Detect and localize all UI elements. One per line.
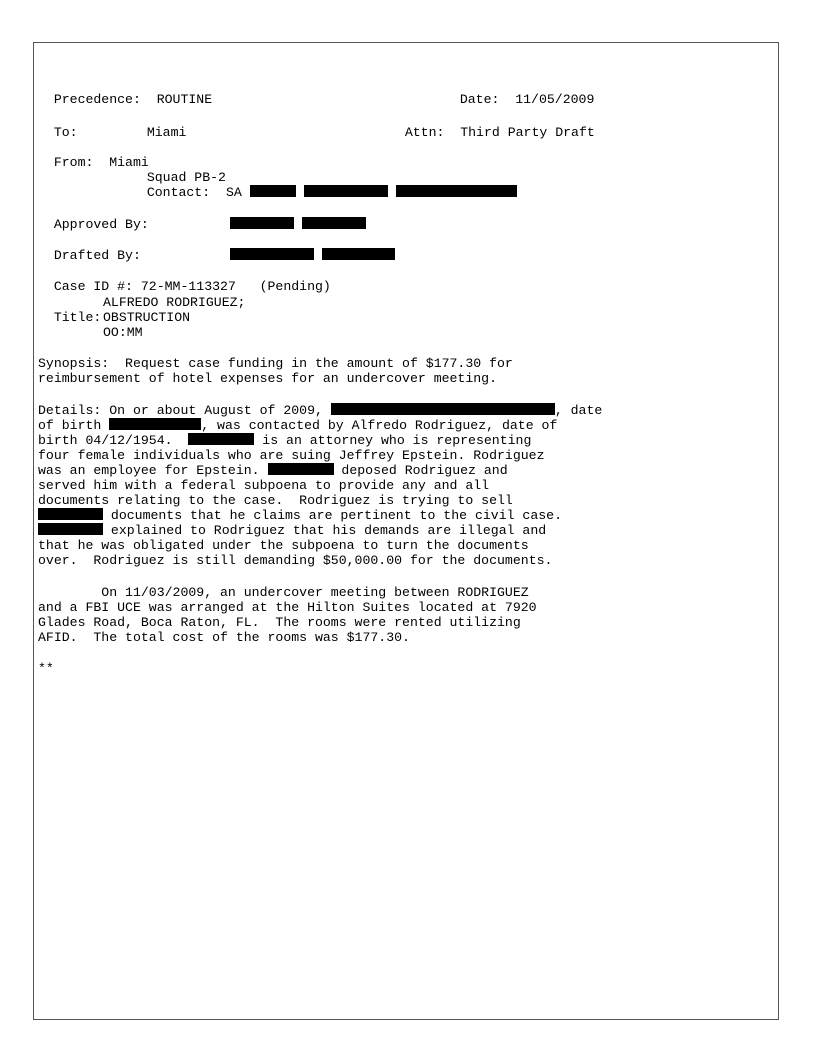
drafted-line — [38, 233, 141, 263]
title-line-3: OO:MM — [103, 325, 143, 340]
drafted-label: Drafted By: — [53, 248, 141, 263]
details-line-10: that he was obligated under the subpoena to turn the documents — [38, 538, 529, 553]
drafted-redactions — [214, 233, 395, 263]
title-line-1: ALFREDO RODRIGUEZ; — [103, 295, 246, 310]
case-label: Case ID #: — [53, 279, 133, 294]
attn-label: Attn: — [404, 125, 445, 140]
contact-line — [131, 170, 517, 200]
date-value: 11/05/2009 — [515, 92, 595, 107]
contact-prefix: SA — [225, 185, 242, 200]
details-line-6: served him with a federal subpoena to provide any and all — [38, 478, 490, 493]
redaction-box — [250, 185, 296, 197]
redaction-box — [396, 185, 517, 197]
synopsis-line-1: Synopsis: Request case funding in the amount of $177.30 for — [38, 356, 513, 371]
title-label: Title: — [53, 310, 102, 325]
redaction-box — [188, 433, 254, 445]
squad: Squad PB-2 — [146, 170, 226, 185]
to-label-line — [38, 110, 78, 140]
title-line-2: OBSTRUCTION — [103, 310, 191, 325]
case-status: (Pending) — [259, 279, 331, 294]
date-label: Date: — [459, 92, 500, 107]
details-line-3: birth 04/12/1954. is an attorney who is representing — [38, 433, 532, 448]
redaction-box — [230, 248, 314, 260]
footer-mark: ** — [38, 661, 54, 676]
approved-label: Approved By: — [53, 217, 149, 232]
redaction-box — [268, 463, 334, 475]
details-line-9: explained to Rodriguez that his demands are illegal and — [38, 523, 546, 538]
paragraph2-line-4: AFID. The total cost of the rooms was $177.30. — [38, 630, 410, 645]
details-line-7: documents relating to the case. Rodriguez is trying to sell — [38, 493, 513, 508]
redaction-box — [302, 217, 366, 229]
precedence-label: Precedence: — [53, 92, 141, 107]
details-line-2: of birth , was contacted by Alfredo Rodriguez, date of — [38, 418, 558, 433]
redaction-box — [304, 185, 388, 197]
paragraph2-line-2: and a FBI UCE was arranged at the Hilton Suites located at 7920 — [38, 600, 537, 615]
to-label: To: — [53, 125, 78, 140]
redaction-box — [38, 508, 103, 520]
title-label-line — [38, 295, 101, 325]
details-line-11: over. Rodriguez is still demanding $50,000.00 for the documents. — [38, 553, 553, 568]
from-label: From: — [53, 155, 94, 170]
details-line-4: four female individuals who are suing Jeffrey Epstein. Rodriguez — [38, 448, 545, 463]
paragraph2-line-3: Glades Road, Boca Raton, FL. The rooms were rented utilizing — [38, 615, 521, 630]
to-value-line — [131, 110, 186, 140]
redaction-box — [109, 418, 201, 430]
from-value: Miami — [109, 155, 149, 170]
to-value: Miami — [146, 125, 187, 140]
precedence-line — [38, 77, 212, 107]
approved-line — [38, 202, 149, 232]
approved-redactions — [214, 202, 366, 232]
details-line-5: was an employee for Epstein. deposed Rodriguez and — [38, 463, 508, 478]
case-id-line — [38, 264, 331, 294]
paragraph2-line-1: On 11/03/2009, an undercover meeting between RODRIGUEZ — [38, 585, 529, 600]
redaction-box — [331, 403, 555, 415]
redaction-box — [230, 217, 294, 229]
redaction-box — [38, 523, 103, 535]
case-value: 72-MM-113327 — [140, 279, 236, 294]
attn-line — [389, 110, 595, 140]
contact-label: Contact: — [146, 185, 211, 200]
details-line-8: documents that he claims are pertinent to the civil case. — [38, 508, 562, 523]
synopsis-line-2: reimbursement of hotel expenses for an undercover meeting. — [38, 371, 497, 386]
details-line-1: Details: On or about August of 2009, , date — [38, 403, 603, 418]
attn-value: Third Party Draft — [460, 125, 595, 140]
date-line — [444, 77, 594, 107]
precedence-value: ROUTINE — [156, 92, 213, 107]
redaction-box — [322, 248, 395, 260]
